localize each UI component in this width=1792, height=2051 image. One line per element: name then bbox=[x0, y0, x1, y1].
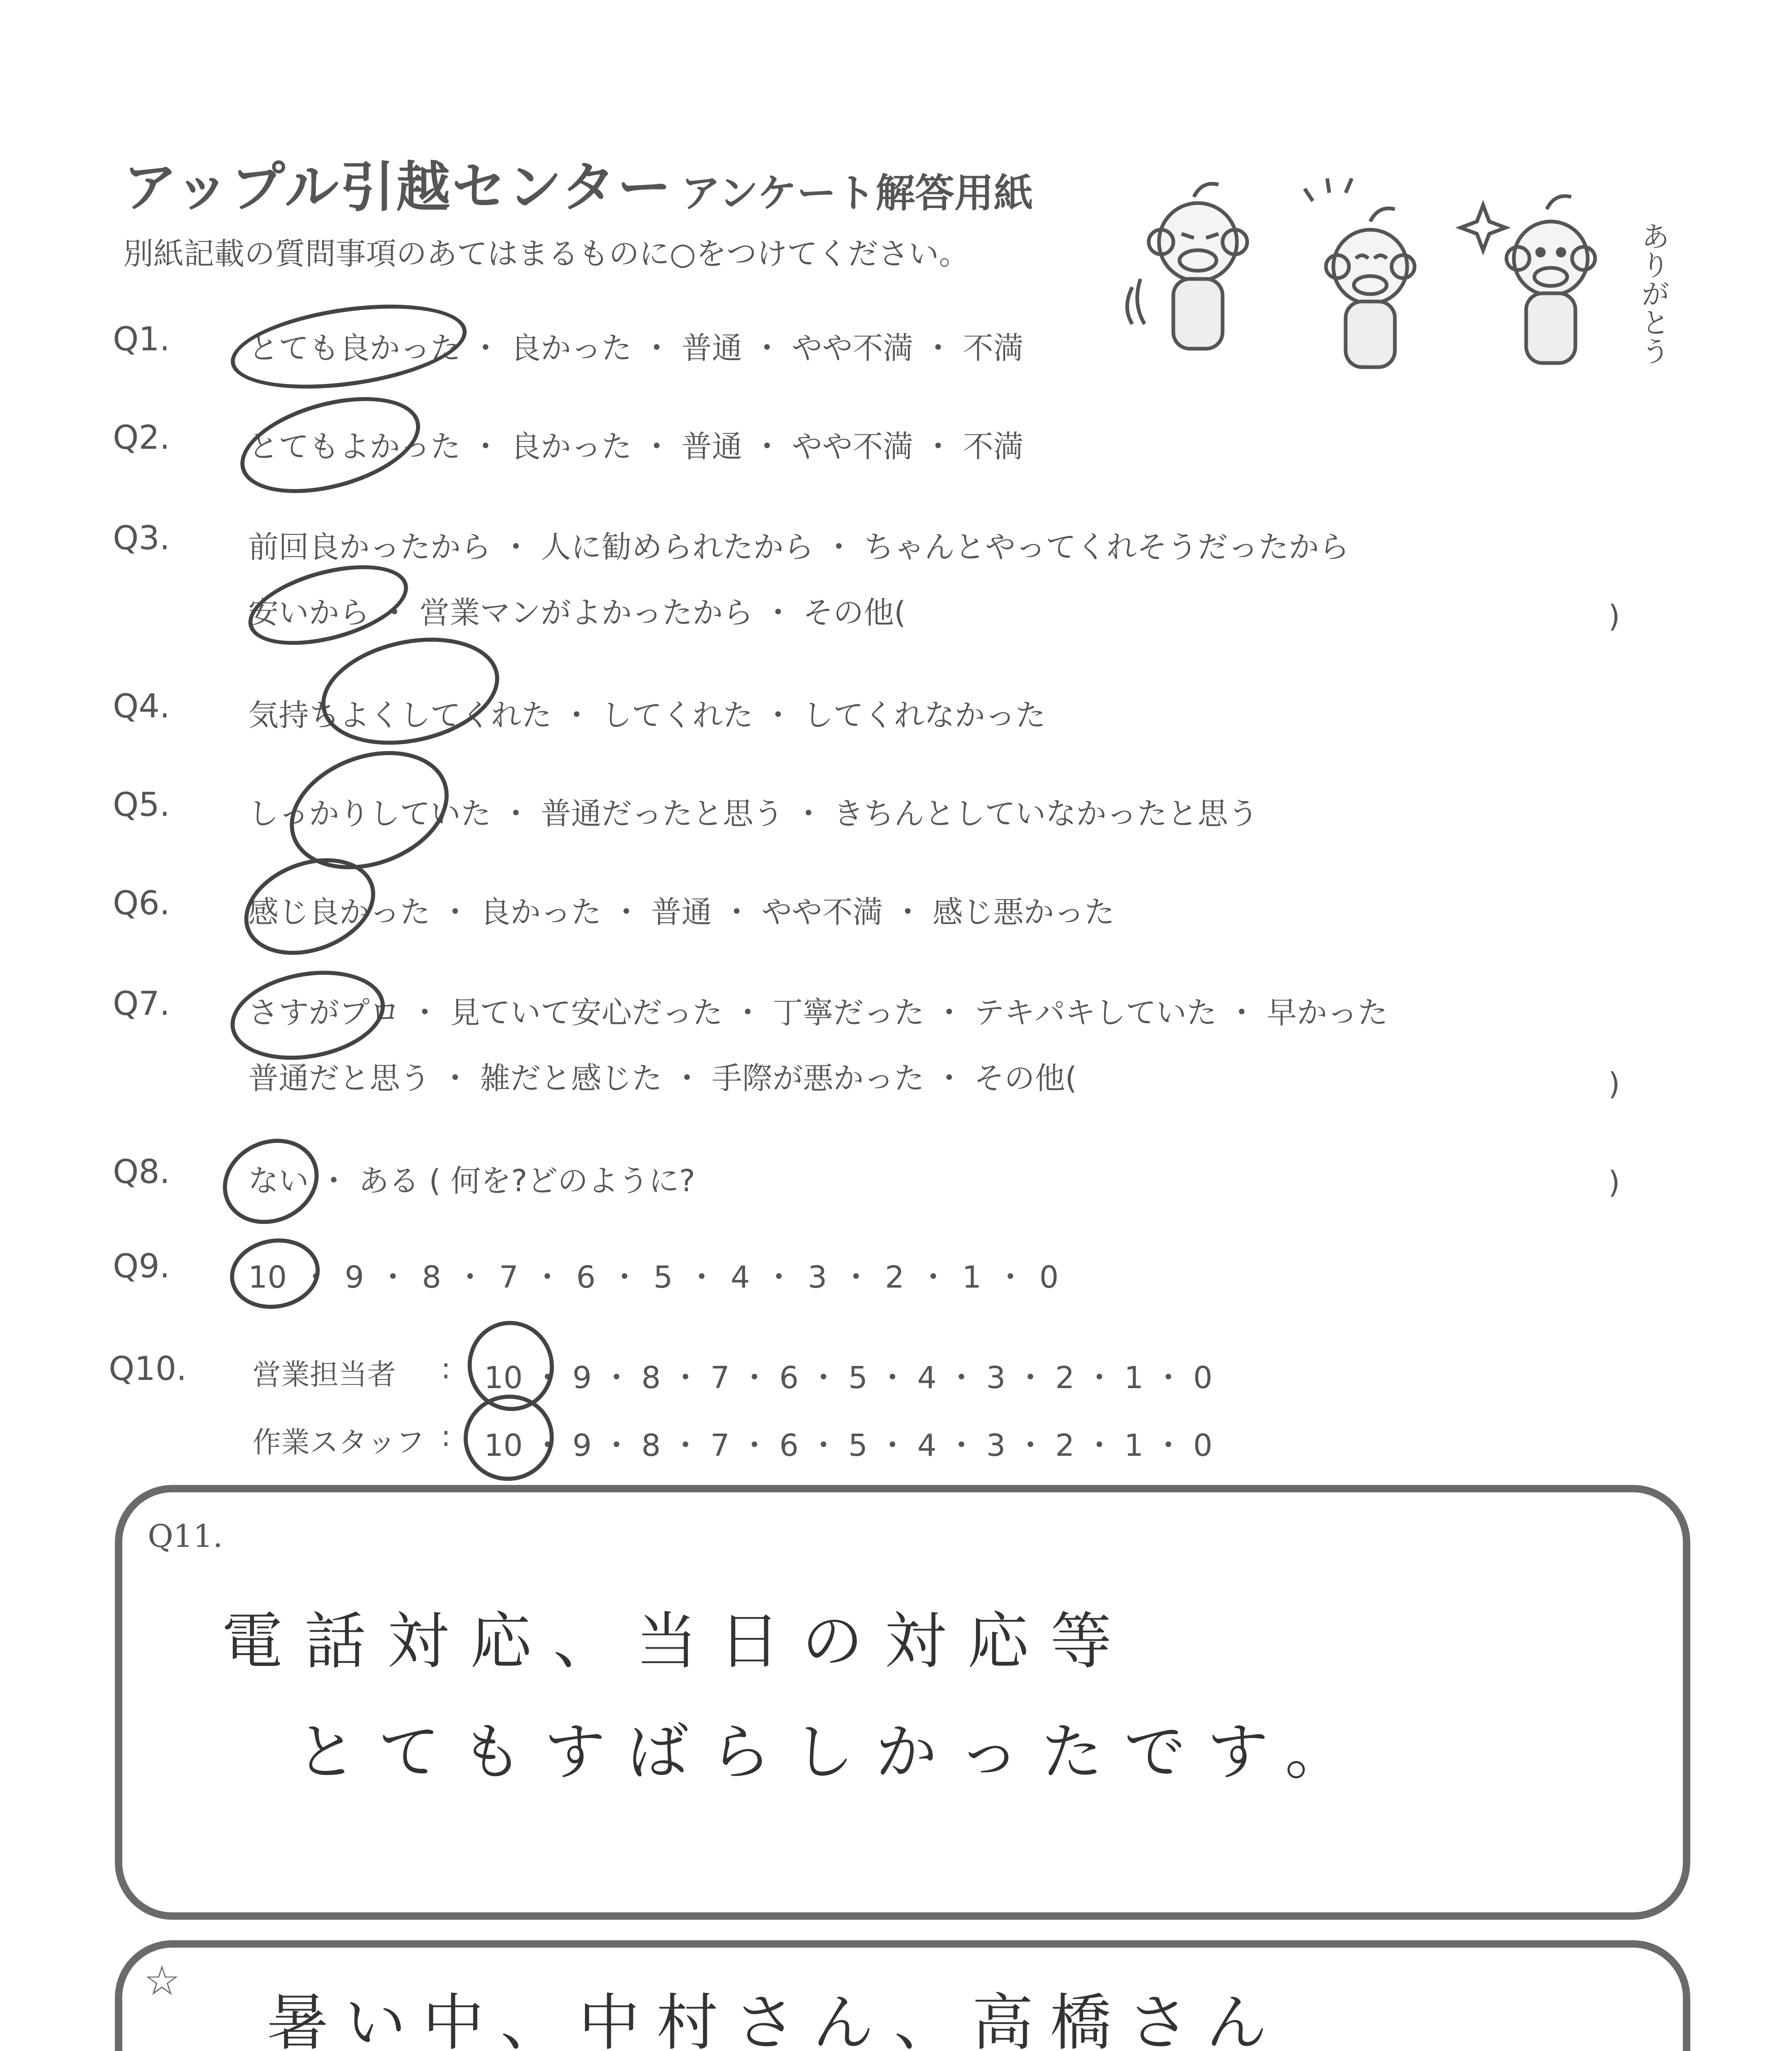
form-subtitle: アンケート解答用紙 bbox=[681, 170, 1033, 216]
q3-options-line2[interactable]: 安いから ・ 営業マンがよかったから ・ その他( bbox=[248, 595, 906, 630]
q10-staff-label: 作業スタッフ bbox=[252, 1425, 425, 1459]
q5-label: Q5. bbox=[113, 786, 170, 824]
q10-sales-scale[interactable]: 10 ・ 9 ・ 8 ・ 7 ・ 6 ・ 5 ・ 4 ・ 3 ・ 2 ・ 1 ・ 0 bbox=[484, 1360, 1213, 1396]
q10-staff-scale[interactable]: 10 ・ 9 ・ 8 ・ 7 ・ 6 ・ 5 ・ 4 ・ 3 ・ 2 ・ 1 ・ 0 bbox=[484, 1428, 1213, 1463]
q4-options[interactable]: 気持ちよくしてくれた ・ してくれた ・ してくれなかった bbox=[248, 698, 1046, 733]
monkey-mascots-illustration bbox=[1108, 156, 1703, 402]
q6-label: Q6. bbox=[113, 884, 170, 922]
star-icon: ☆ bbox=[144, 1957, 181, 2005]
q11-handwriting-line1: 電話対応、当日の対応等 bbox=[222, 1606, 1134, 1677]
q7-close-paren: ) bbox=[1608, 1067, 1620, 1102]
q5-options[interactable]: しっかりしていた ・ 普通だったと思う ・ きちんとしていなかったと思う bbox=[248, 796, 1259, 831]
q2-options[interactable]: とてもよかった ・ 良かった ・ 普通 ・ やや不満 ・ 不満 bbox=[248, 429, 1024, 464]
q3-label: Q3. bbox=[113, 519, 170, 557]
q2-label: Q2. bbox=[113, 418, 170, 457]
comment-handwriting-line1: 暑い中、中村さん、高橋さん bbox=[267, 1987, 1284, 2051]
q11-handwriting-line2: とてもすばらしかったです。 bbox=[295, 1717, 1368, 1788]
q8-label: Q8. bbox=[113, 1153, 170, 1191]
q4-label: Q4. bbox=[113, 687, 170, 725]
q1-options[interactable]: とても良かった ・ 良かった ・ 普通 ・ やや不満 ・ 不満 bbox=[248, 331, 1024, 366]
q9-label: Q9. bbox=[113, 1247, 170, 1285]
q8-options[interactable]: ない ・ ある ( 何を?どのように? bbox=[248, 1163, 695, 1199]
q10-staff-colon: : bbox=[441, 1419, 451, 1453]
answer-circle-q4 bbox=[311, 622, 509, 760]
q6-options[interactable]: 感じ良かった ・ 良かった ・ 普通 ・ やや不満 ・ 感じ悪かった bbox=[248, 895, 1115, 930]
answer-circle-q2 bbox=[230, 379, 430, 510]
q7-options-line1[interactable]: さすがプロ ・ 見ていて安心だった ・ 丁寧だった ・ テキパキしていた ・ 早かった bbox=[248, 995, 1388, 1030]
q10-label: Q10. bbox=[109, 1350, 187, 1388]
q9-scale[interactable]: 10 ・ 9 ・ 8 ・ 7 ・ 6 ・ 5 ・ 4 ・ 3 ・ 2 ・ 1 ・ 0 bbox=[248, 1260, 1059, 1295]
q7-options-line2[interactable]: 普通だと思う ・ 雑だと感じた ・ 手際が悪かった ・ その他( bbox=[248, 1061, 1077, 1096]
answer-circle-q9 bbox=[224, 1231, 325, 1316]
q3-options-line1[interactable]: 前回良かったから ・ 人に勧められたから ・ ちゃんとやってくれそうだったから bbox=[248, 530, 1350, 565]
answer-circle-q10-staff bbox=[457, 1387, 560, 1488]
answer-circle-q8 bbox=[209, 1124, 333, 1240]
q10-sales-colon: : bbox=[441, 1352, 451, 1385]
mascot-caption: ありがとう bbox=[1637, 222, 1670, 365]
q11-label: Q11. bbox=[148, 1518, 223, 1554]
q1-label: Q1. bbox=[113, 320, 170, 358]
instruction-text: 別紙記載の質問事項のあてはまるものに○をつけてください。 bbox=[123, 236, 969, 272]
answer-circle-q1 bbox=[226, 292, 472, 402]
company-title: アップル引越センター bbox=[123, 156, 673, 219]
q8-close-paren: ) bbox=[1608, 1165, 1620, 1200]
q10-sales-label: 営業担当者 bbox=[252, 1358, 396, 1391]
q7-label: Q7. bbox=[113, 984, 170, 1023]
q3-close-paren: ) bbox=[1608, 599, 1620, 634]
